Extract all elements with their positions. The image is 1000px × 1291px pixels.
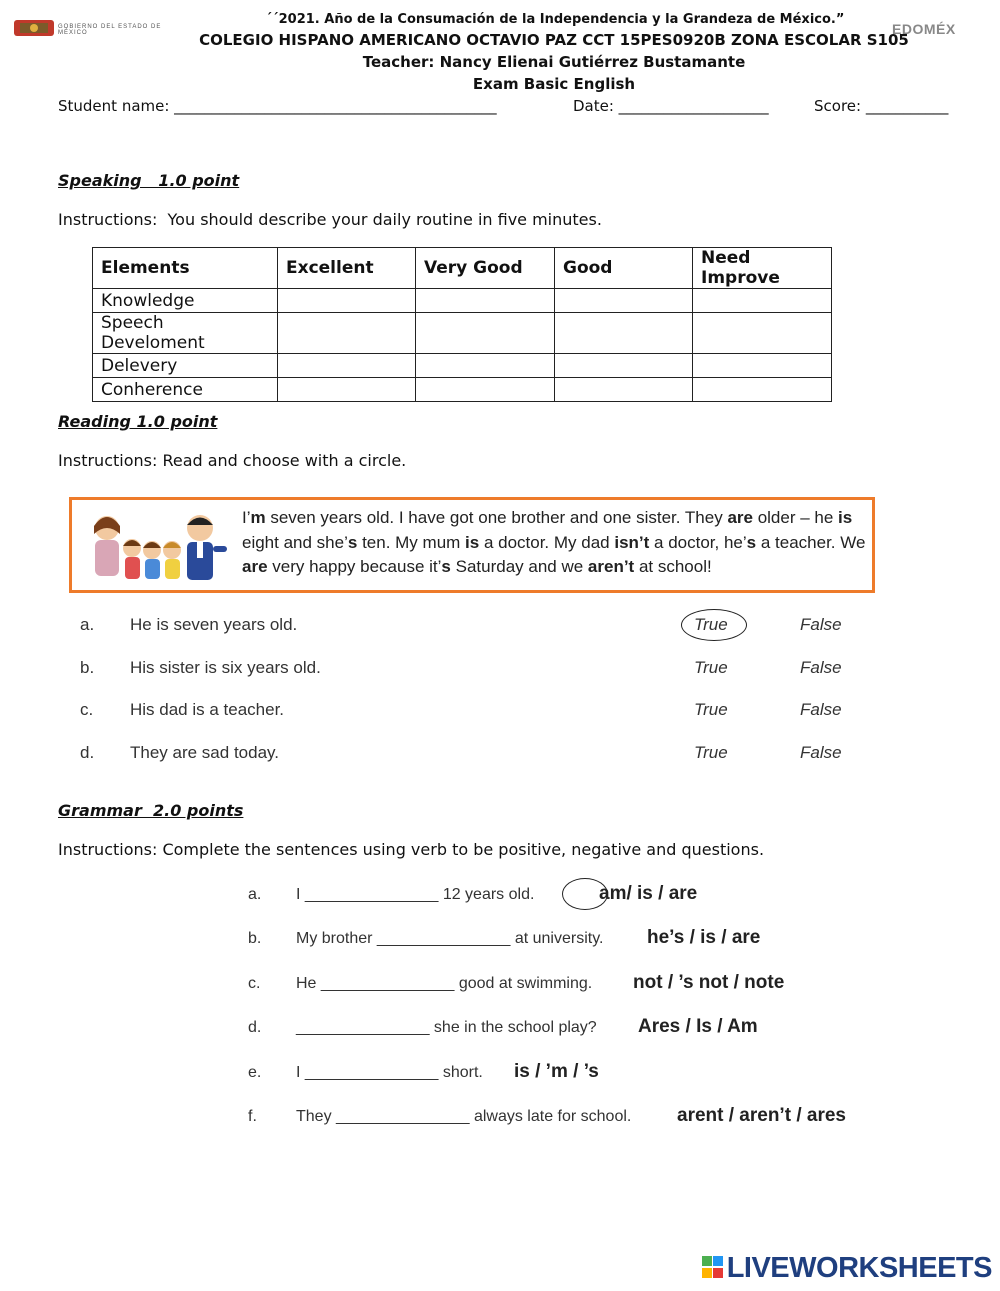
passage-bold-word: isn’t (614, 532, 650, 552)
rubric-cell[interactable] (278, 313, 416, 354)
passage-text-run: a teacher. We (756, 532, 866, 552)
answer-circle (681, 609, 747, 641)
rubric-cell[interactable] (555, 378, 693, 402)
liveworksheets-logo (702, 1252, 992, 1285)
passage-text-run: very happy because it’ (267, 557, 442, 576)
grammar-item-sentence[interactable]: I _______________ 12 years old. (296, 886, 535, 903)
grammar-item-sentence[interactable]: They _______________ always late for school. (296, 1108, 632, 1125)
grammar-item-options[interactable]: is / ’m / ’s (514, 1061, 599, 1082)
reading-title: Reading 1.0 point (58, 412, 218, 431)
grammar-item-letter: d. (248, 1019, 262, 1036)
question-text: He is seven years old. (130, 615, 298, 634)
passage-bold-word: m (250, 508, 266, 527)
passage-text-run: at school! (634, 557, 712, 576)
liveworksheets-logo-text: LIVEWORKSHEETS (726, 1252, 992, 1284)
liveworksheets-badge-icon (702, 1255, 724, 1279)
passage-text-run: Saturday and we (450, 557, 588, 576)
question-letter: b. (80, 658, 95, 677)
family-illustration-icon (82, 508, 230, 584)
passage-bold-word: s (441, 557, 451, 576)
passage-bold-word: s (746, 532, 757, 552)
question-letter: d. (80, 743, 95, 762)
grammar-title: Grammar 2.0 points (58, 801, 244, 820)
rubric-row-label: Speech Develoment (93, 313, 278, 354)
grammar-instructions: Instructions: Complete the sentences using verb to be positive, negative and questions. (58, 840, 765, 859)
score-field[interactable]: Score: ___________ (814, 97, 949, 115)
passage-bold-word: is (465, 532, 480, 552)
true-option[interactable]: True (694, 700, 728, 719)
rubric-cell[interactable] (693, 354, 832, 378)
rubric-cell[interactable] (555, 313, 693, 354)
rubric-cell[interactable] (278, 289, 416, 313)
grammar-item-options[interactable]: not / ’s not / note (633, 972, 785, 993)
passage-bold-word: are (727, 508, 753, 527)
exam-title: Exam Basic English (472, 75, 636, 93)
speaking-instructions: Instructions: You should describe your daily routine in five minutes. (58, 210, 602, 229)
date-field[interactable]: Date: ____________________ (573, 97, 769, 115)
false-option[interactable]: False (800, 615, 842, 634)
grammar-item-options[interactable]: arent / aren’t / ares (677, 1105, 846, 1126)
rubric-header-good: Good (555, 248, 693, 289)
question-letter: c. (80, 700, 94, 719)
rubric-row (93, 289, 832, 313)
rubric-cell[interactable] (278, 354, 416, 378)
speaking-rubric-table (92, 247, 832, 402)
grammar-item-sentence[interactable]: _______________ she in the school play? (296, 1019, 597, 1036)
rubric-header-elements: Elements (93, 248, 278, 289)
rubric-row-label: Knowledge (93, 289, 278, 313)
true-option[interactable]: True (694, 615, 728, 634)
rubric-row-label: Conherence (93, 378, 278, 402)
answer-circle (562, 878, 608, 910)
grammar-item-letter: f. (248, 1108, 257, 1125)
false-option[interactable]: False (800, 700, 842, 719)
rubric-cell[interactable] (555, 289, 693, 313)
false-option[interactable]: False (800, 743, 842, 762)
rubric-cell[interactable] (693, 313, 832, 354)
state-logo-text: GOBIERNO DEL ESTADO DE MÉXICO (58, 24, 162, 36)
rubric-row-label: Delevery (93, 354, 278, 378)
question-text: His dad is a teacher. (130, 700, 285, 719)
grammar-item-letter: c. (248, 975, 261, 992)
true-option[interactable]: True (694, 658, 728, 677)
student-name-field[interactable]: Student name: ___________________________________________ (58, 97, 497, 115)
question-text: They are sad today. (130, 743, 279, 762)
passage-text-run: older – he (752, 508, 839, 527)
true-option[interactable]: True (694, 743, 728, 762)
rubric-cell[interactable] (555, 354, 693, 378)
rubric-header-very-good: Very Good (416, 248, 555, 289)
passage-text-run: a doctor, he’ (649, 532, 747, 552)
grammar-item-options[interactable]: he’s / is / are (647, 927, 761, 948)
grammar-item-letter: e. (248, 1064, 262, 1081)
rubric-cell[interactable] (278, 378, 416, 402)
grammar-item-options[interactable]: Ares / Is / Am (638, 1016, 758, 1037)
reading-passage-text (242, 506, 870, 580)
passage-bold-word: are (242, 557, 268, 576)
passage-text-run: ten. My mum (357, 532, 466, 552)
header-motto: ´´2021. Año de la Consumación de la Independencia y la Grandeza de México.” (265, 12, 845, 27)
rubric-cell[interactable] (693, 378, 832, 402)
passage-text-run: a doctor. My dad (479, 532, 615, 552)
rubric-cell[interactable] (416, 289, 555, 313)
passage-text-run: I’ (242, 508, 251, 527)
rubric-header-row (93, 248, 832, 289)
rubric-cell[interactable] (693, 289, 832, 313)
passage-text-run: eight and she’ (242, 532, 348, 552)
edomex-logo-text: EDOMÉX (892, 21, 956, 37)
grammar-item-sentence[interactable]: My brother _______________ at university. (296, 930, 604, 947)
rubric-row (93, 313, 832, 354)
rubric-cell[interactable] (416, 378, 555, 402)
grammar-item-letter: a. (248, 886, 262, 903)
school-name: COLEGIO HISPANO AMERICANO OCTAVIO PAZ CCT 15PES0920B ZONA ESCOLAR S105 (199, 31, 909, 49)
grammar-item-sentence[interactable]: He _______________ good at swimming. (296, 975, 593, 992)
rubric-row (93, 354, 832, 378)
rubric-row (93, 378, 832, 402)
question-letter: a. (80, 615, 95, 634)
rubric-header-excellent: Excellent (278, 248, 416, 289)
passage-bold-word: is (838, 508, 853, 527)
reading-passage-box (69, 497, 875, 593)
speaking-title: Speaking 1.0 point (58, 171, 240, 190)
grammar-item-options[interactable]: am/ is / are (599, 883, 698, 904)
passage-bold-word: s (347, 532, 358, 552)
teacher-name: Teacher: Nancy Elienai Gutiérrez Bustamante (362, 53, 746, 71)
rubric-cell[interactable] (416, 313, 555, 354)
rubric-cell[interactable] (416, 354, 555, 378)
reading-instructions: Instructions: Read and choose with a circle. (58, 451, 407, 470)
grammar-item-letter: b. (248, 930, 262, 947)
false-option[interactable]: False (800, 658, 842, 677)
passage-bold-word: aren’t (587, 557, 635, 576)
passage-text-run: seven years old. I have got one brother and one sister. They (265, 508, 728, 527)
rubric-header-need-improve: Need Improve (693, 248, 832, 289)
grammar-item-sentence[interactable]: I _______________ short. (296, 1064, 483, 1081)
question-text: His sister is six years old. (130, 658, 321, 677)
